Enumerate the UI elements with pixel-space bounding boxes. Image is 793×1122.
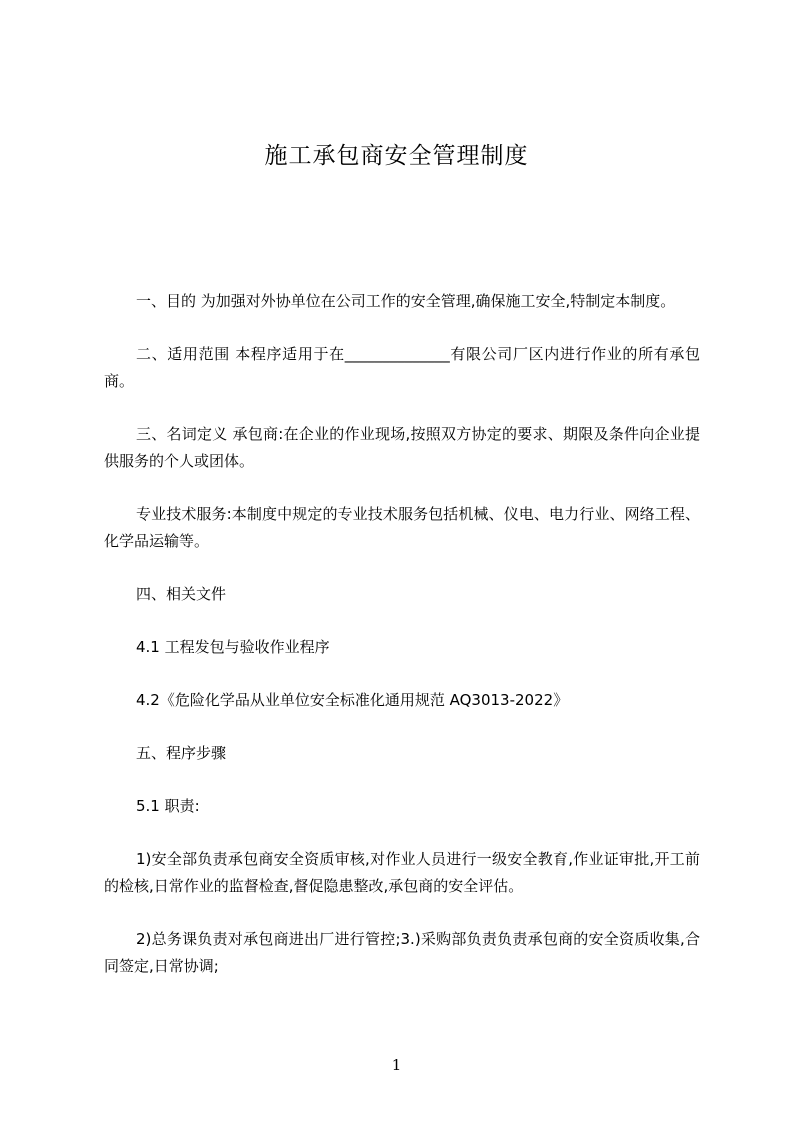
responsibility-general-affairs: 2)总务课负责对承包商进出厂进行管控;3.)采购部负责负责承包商的安全资质收集,合同签定,日常协调; — [104, 930, 700, 975]
responsibilities-heading: 5.1 职责: — [136, 797, 200, 815]
section-related-documents: 四、相关文件 — [136, 585, 227, 603]
responsibility-safety-department: 1)安全部负责承包商安全资质审核,对作业人员进行一级安全教育,作业证审批,开工前的检核,日常作业的监督检查,督促隐患整改,承包商的安全评估。 — [104, 850, 700, 895]
section-scope: 二、适用范围 本程序适用于在______________有限公司厂区内进行作业的所有承包商。 — [104, 345, 700, 390]
document-body — [104, 288, 700, 980]
document-title: 施工承包商安全管理制度 — [264, 143, 529, 169]
definition-technical-service: 专业技术服务:本制度中规定的专业技术服务包括机械、仪电、电力行业、网络工程、化学品运输等。 — [104, 505, 700, 550]
section-definitions: 三、名词定义 承包商:在企业的作业现场,按照双方协定的要求、期限及条件向企业提供服务的个人或团体。 — [104, 425, 700, 470]
related-document-4-2: 4.2《危险化学品从业单位安全标准化通用规范 AQ3013-2022》 — [136, 691, 569, 709]
section-purpose: 一、目的 为加强对外协单位在公司工作的安全管理,确保施工安全,特制定本制度。 — [136, 292, 676, 310]
section-procedure: 五、程序步骤 — [136, 744, 227, 762]
page-number: 1 — [391, 1056, 402, 1074]
related-document-4-1: 4.1 工程发包与验收作业程序 — [136, 638, 330, 656]
